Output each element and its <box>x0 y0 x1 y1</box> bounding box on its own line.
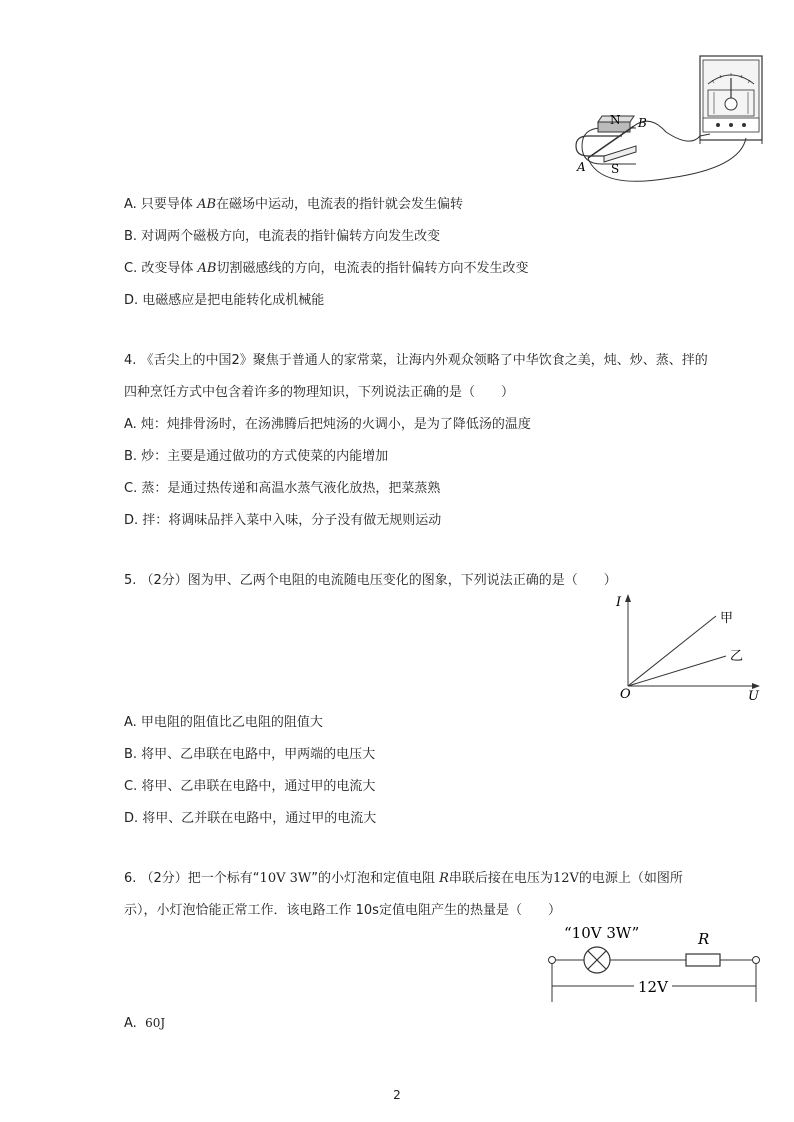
q3-option-d: D. 电磁感应是把电能转化成机械能 <box>124 293 325 308</box>
q6-lamp-rating: 10V 3W <box>259 871 312 886</box>
q3-option-c-var: AB <box>197 261 217 276</box>
iu-graph-svg <box>612 590 772 702</box>
q3-option-a <box>124 196 463 214</box>
q3-option-b: B. 对调两个磁极方向，电流表的指针偏转方向发生改变 <box>124 229 441 244</box>
lamp-rating-label: “10V 3W” <box>564 924 640 942</box>
series-circuit-figure <box>544 922 766 1008</box>
q5-option-a: A. 甲电阻的阻值比乙电阻的阻值大 <box>124 715 323 730</box>
series-circuit-svg <box>544 922 766 1008</box>
origin-label: O <box>620 687 631 702</box>
x-axis-label: U <box>748 689 759 702</box>
q6-stem-part-c: 串联后接在电压为 <box>448 871 553 886</box>
line-jia-label: 甲 <box>720 611 734 626</box>
q5-option-b: B. 将甲、乙串联在电路中，甲两端的电压大 <box>124 747 376 762</box>
q3-option-c-post: 切割磁感线的方向，电流表的指针偏转方向不发生改变 <box>216 261 529 276</box>
q5-option-d: D. 将甲、乙并联在电路中，通过甲的电流大 <box>124 811 377 826</box>
q3-option-a-pre: A. 只要导体 <box>124 197 198 212</box>
q6-option-a <box>124 1014 165 1033</box>
induction-apparatus-figure <box>570 52 770 184</box>
q6-resistor-var: R <box>439 871 449 886</box>
q5-option-c: C. 将甲、乙串联在电路中，通过甲的电流大 <box>124 779 376 794</box>
q3-option-a-var: AB <box>197 197 217 212</box>
q6-stem-line2: 示），小灯泡恰能正常工作．该电路工作 10s定值电阻产生的热量是（ ） <box>124 903 561 918</box>
q4-option-b: B. 炒：主要是通过做功的方式使菜的内能增加 <box>124 449 389 464</box>
voltage-label: 12V <box>638 978 668 996</box>
q6-stem-part-b: ”的小灯泡和定值电阻 <box>311 871 440 886</box>
line-jia <box>628 616 716 686</box>
y-axis-label: I <box>616 595 622 610</box>
q4-stem-line1: 4. 《舌尖上的中国2》聚焦于普通人的家常菜，让海内外观众领略了中华饮食之美，炖、炒、蒸、拌的 <box>124 353 708 368</box>
q4-option-c: C. 蒸：是通过热传递和高温水蒸气液化放热，把菜蒸熟 <box>124 481 441 496</box>
magnet-north-label: N <box>610 113 621 127</box>
q4-stem-line2: 四种烹饪方式中包含着许多的物理知识，下列说法正确的是（ ） <box>124 385 515 400</box>
q4-option-d: D. 拌：将调味品拌入菜中入味，分子没有做无规则运动 <box>124 513 442 528</box>
magnet-south-label: S <box>611 162 620 176</box>
induction-apparatus-svg <box>570 52 770 184</box>
q3-option-c <box>124 260 528 278</box>
q6-stem-part-d: 的电源上（如图所 <box>578 871 683 886</box>
right-terminal <box>753 957 760 964</box>
q5-stem: 5. （2分）图为甲、乙两个电阻的电流随电压变化的图象，下列说法正确的是（ ） <box>124 573 617 588</box>
left-terminal <box>549 957 556 964</box>
line-yi-label: 乙 <box>730 649 744 664</box>
resistor-label: R <box>698 930 710 948</box>
y-axis-arrow <box>625 594 631 602</box>
q6-voltage: 12V <box>552 871 579 886</box>
q6-option-a-value: 60J <box>145 1016 166 1030</box>
q3-option-a-post: 在磁场中运动，电流表的指针就会发生偏转 <box>216 197 464 212</box>
conductor-end-a-label: A <box>577 160 586 174</box>
conductor-end-b-label: B <box>638 116 647 130</box>
resistor-symbol <box>686 954 720 966</box>
q6-stem-line1 <box>124 870 683 888</box>
line-yi <box>628 656 726 686</box>
iu-graph-figure <box>612 590 772 702</box>
page-number: 2 <box>393 1088 401 1102</box>
q3-option-c-pre: C. 改变导体 <box>124 261 198 276</box>
q6-stem-part-a: 6. （2分）把一个标有“ <box>124 871 260 886</box>
q6-option-a-label: A. <box>124 1016 137 1031</box>
q4-option-a: A. 炖：炖排骨汤时，在汤沸腾后把炖汤的火调小，是为了降低汤的温度 <box>124 417 531 432</box>
